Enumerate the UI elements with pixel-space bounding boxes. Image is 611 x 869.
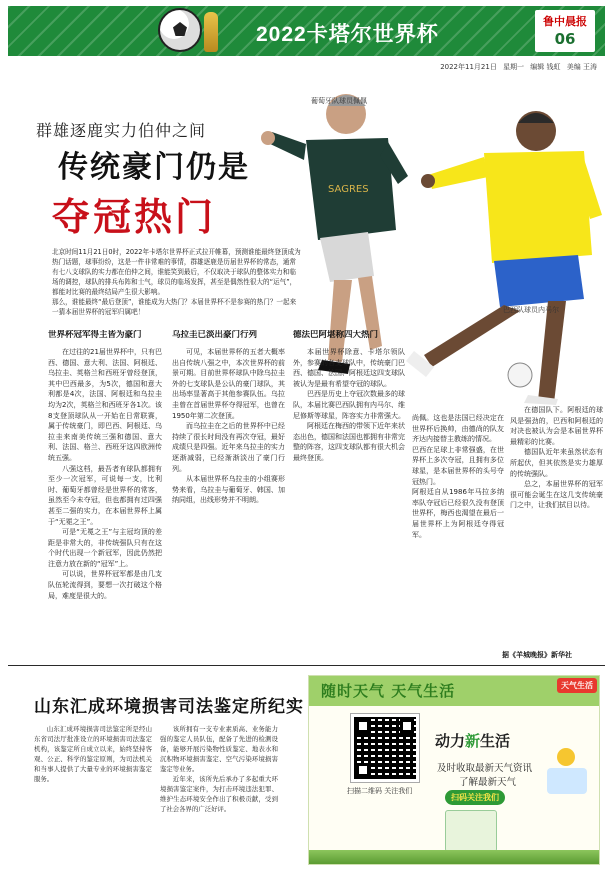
article-lead	[52, 247, 302, 317]
bottom-column-2	[160, 724, 278, 864]
ad-subline-2: 了解最新天气	[459, 777, 517, 788]
weather-advertisement[interactable]	[308, 675, 600, 865]
ad-subline	[437, 760, 532, 788]
section-heading: 世界杯冠军得主皆为豪门	[48, 330, 142, 340]
body-paragraph: 阿根廷在梅西的带领下近年来状态出色，德国和法国也都拥有非常完整的阵容，这四支球队都有很大机会最终登顶。	[293, 422, 405, 462]
body-paragraph: 尚佩。这也是法国已经决定在世界杯后换帅，由德尚的队友齐达内接替主教练的情况。	[412, 414, 504, 444]
photo-caption-neymar: 巴西队球员内马尔	[503, 306, 559, 314]
qr-finder	[356, 763, 370, 777]
ad-badge: 天气生活	[557, 678, 597, 693]
player-neymar-photo	[388, 105, 602, 405]
article-credit: 据《羊城晚报》新华社	[502, 651, 572, 659]
bottom-column-1	[34, 724, 152, 864]
qr-caption: 扫描二维码 关注我们	[347, 787, 413, 795]
body-paragraph: 巴西是历史上夺冠次数最多的球队，本届比赛巴西队拥有内马尔、维尼修斯等球星，阵容实力非常强大。	[293, 390, 405, 420]
body-paragraph: 可见，本届世界杯的五者大概率出自传统八强之中，本次世界杯的前景可期。目前世界杯球队中除乌拉圭外的七支球队是公认的豪门球队，其出场率显著高于其他参赛队伍。乌拉圭曾在首届世界杯夺得冠军，也曾在1950年第二次登顶。	[172, 348, 285, 420]
ad-subline-1: 及时收取最新天气资讯	[437, 763, 533, 774]
headline-line-2: 夺冠热门	[52, 195, 217, 239]
newspaper-logo	[535, 10, 595, 52]
follow-us-button[interactable]: 扫码关注我们	[445, 790, 505, 805]
qr-finder	[356, 719, 370, 733]
body-paragraph: 阿根廷自从1986年马拉多纳率队夺冠后已经很久没有登顶世界杯，梅西也渴望在最后一届世界杯上为阿根廷夺得冠军。	[412, 488, 504, 539]
brand-suffix: 生活	[480, 732, 511, 750]
ad-brand	[435, 730, 510, 751]
cloud-icon	[547, 768, 587, 794]
page-number: 06	[554, 30, 576, 48]
headline-line-1: 传统豪门仍是	[58, 150, 250, 185]
dateline	[436, 62, 597, 72]
football-icon	[158, 8, 202, 52]
qr-code-icon[interactable]	[351, 714, 419, 782]
body-paragraph: 在德国队下。阿根廷的球风是强劲的，巴西和阿根廷的对决也被认为会是本届世界杯最精彩的比赛。	[510, 406, 603, 446]
editor-credit: 编辑 钱虹	[530, 63, 561, 71]
body-paragraph: 在过往的21届世界杯中，只有巴西、德国、意大利、法国、阿根廷、乌拉圭、英格兰和西班牙曾经登顶，其中巴西最多，为5次，德国和意大利都是4次，法国、阿根廷和乌拉圭均为2次，英格兰和西班牙各1次。该8支登顶球队从一开始在日常联赛，属于传统豪门，即巴西、阿根廷、乌拉圭来南美传统三强和德国、意大利、法国、格兰、西班牙这四欧洲传统五强。	[48, 348, 162, 462]
lead-paragraph: 北京时间11月21日0时，2022年卡塔尔世界杯正式拉开帷幕，预测谁能最终登顶成为热门话题，球事纷纷，这是一件非常难的事情，群雄逐鹿是历届世界杯的常态，通常有七八支球队的实力都在伯仲之间，谁能笑到最后，不仅取决于球队的整体实力和临场的调控，球队的排兵布阵和士气，球员的临场发挥，甚至是偶然性很大的“运气”，都能对比赛的最终结局产生很大影响。	[52, 248, 301, 296]
body-paragraph: 近年来，该所先后承办了多起重大环境损害鉴定案件，为打击环境违法犯罪、维护生态环境安全作出了积极贡献，受到了社会各界的广泛好评。	[160, 775, 278, 813]
body-paragraph: 德国队近年来虽然状态有所起伏，但其依然是实力雄厚的传统强队。	[510, 448, 603, 478]
article-column-5	[510, 405, 603, 655]
body-paragraph: 山东汇成环境损害司法鉴定所是经山东省司法厅批准设立的环境损害司法鉴定机构，该鉴定所自成立以来，始终坚持客观、公正、科学的鉴定原则，为司法机关和当事人提供了大量专业的环境损害鉴定服务。	[34, 725, 152, 783]
page-header	[8, 6, 605, 56]
svg-text:SAGRES: SAGRES	[328, 184, 369, 195]
qr-finder	[400, 719, 414, 733]
lead-tail: 那么，谁能最终“最后登顶”，谁能成为大热门？本届世界杯不是参赛的热门？一起来一猜本届世界杯的冠军归属吧！	[52, 298, 297, 316]
trophy-icon	[204, 12, 218, 52]
sun-icon	[557, 748, 575, 766]
article-column-3	[293, 330, 405, 660]
section-title: 2022卡塔尔世界杯	[256, 23, 439, 46]
body-paragraph: 本届世界杯除意、卡塔尔领队外，参赛的各支球队中，传统豪门巴西、德国、法国、阿根廷这四支球队被认为是最有希望夺冠的球队。	[293, 348, 405, 388]
article-column-4	[412, 413, 504, 663]
body-paragraph: 八强这档，最吾者有球队都拥有至少一次冠军，可说每一支，比利时、葡萄牙都曾经是世界杯的常客，虽然至今未夺冠，但也都拥有过四强甚至二强的实力，在本届世界杯上属于“无冕之王”。	[48, 464, 162, 526]
phone-screen-icon	[445, 810, 497, 852]
article-column-2	[172, 330, 285, 660]
body-paragraph: 而乌拉圭在之后的世界杯中已经持续了很长时间没有再次夺冠，最好成绩只是四强。近年来乌拉圭的实力逐渐减弱，已经渐渐淡出了豪门行列。	[172, 422, 285, 473]
section-divider	[8, 665, 605, 666]
grass-decoration	[309, 850, 599, 864]
bottom-article-title: 山东汇成环境损害司法鉴定所纪实	[34, 697, 304, 717]
photo-caption-pepe: 葡萄牙队球员佩佩	[311, 97, 367, 105]
body-paragraph: 该所拥有一支专业素质高、业务能力强的鉴定人员队伍，配备了先进的检测设备，能够开展污染物性质鉴定、地表水和沉积物环境损害鉴定、空气污染环境损害鉴定等业务。	[160, 725, 278, 773]
body-paragraph: 可是“无冕之王”与主冠均顶的差距是非常大的，非传统强队只有在这个时代出现一个新冠军，因此仍然把注意力放在新的“冠军”上。	[48, 528, 162, 568]
body-paragraph: 总之，本届世界杯的冠军很可能会诞生在这几支传统豪门之中，让我们拭目以待。	[510, 480, 603, 510]
issue-weekday: 星期一	[503, 63, 525, 71]
paper-name: 鲁中晨报	[543, 15, 587, 28]
designer-credit: 美编 王涛	[566, 63, 597, 71]
section-heading: 乌拉圭已淡出豪门行列	[172, 330, 258, 340]
section-heading: 德法巴阿堪称四大热门	[293, 330, 379, 340]
brand-prefix: 动力	[435, 732, 466, 750]
ad-slogan: 随时天气 天气生活	[321, 682, 456, 700]
brand-highlight: 新	[465, 732, 481, 750]
article-kicker: 群雄逐鹿实力伯仲之间	[36, 121, 207, 140]
issue-date: 2022年11月21日	[440, 63, 497, 71]
body-paragraph: 从本届世界杯乌拉圭的小组赛形势来看，乌拉圭与葡萄牙、韩国、加纳同组，出线形势并不明朗。	[172, 475, 285, 505]
body-paragraph: 巴西在足球上非常强盛，在世界杯上多次夺冠，且拥有多位球星，是本届世界杯的头号夺冠热门。	[412, 445, 504, 486]
body-paragraph: 可以说，世界杯冠军都是由几支队伍轮流得到，要想一次打破这个格局，难度是很大的。	[48, 570, 162, 600]
article-column-1	[48, 330, 162, 660]
